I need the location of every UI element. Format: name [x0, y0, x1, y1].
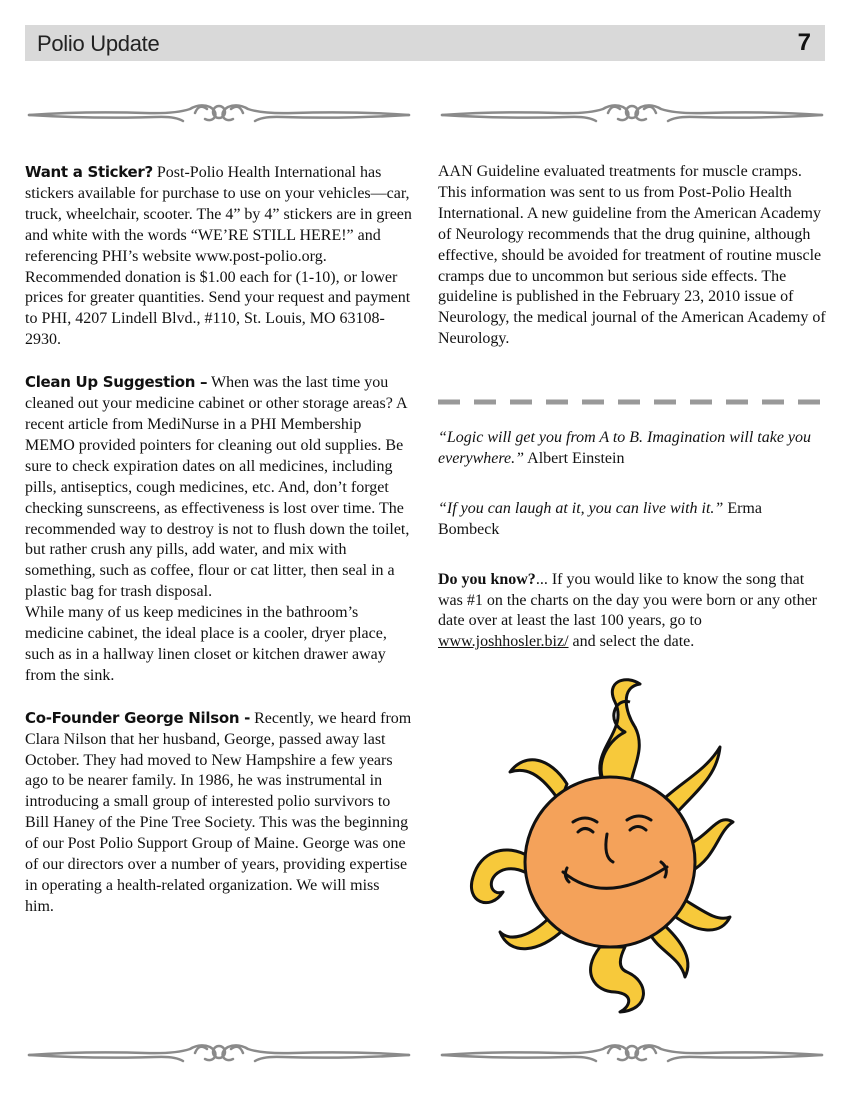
newsletter-title: Polio Update — [37, 31, 160, 56]
sticker-body: Post-Polio Health International has stickers available for purchase to use on your vehicles—car, truck, wheelchair, scooter. The 4” by 4” stickers are in green and white with the words “WE’RE STILL HERE!” and referencing PHI’s website www.post-polio.org. Recommended donation is $1.00 each for (1-10), or lower prices for greater quantities. Send your request and payment to PHI, 4207 Lindell Blvd., #110, St. Louis, MO 63108-2930. — [25, 164, 412, 349]
do-you-know-article — [438, 570, 826, 654]
sticker-kicker: Want a Sticker? — [25, 163, 153, 181]
know-body: ... If you would like to know the song that was #1 on the charts on the day you were born or any other date over at least the last 100 years, go to — [438, 570, 817, 630]
sticker-article — [25, 162, 412, 351]
quote-2-author: Erma Bombeck — [438, 499, 762, 538]
scroll-divider-icon — [25, 95, 413, 135]
cofounder-kicker: Co-Founder George Nilson - — [25, 708, 251, 727]
know-tail: and select the date. — [568, 633, 695, 651]
cleanup-body: When was the last time you cleaned out your medicine cabinet or other storage areas? A recent article from MediNurse in a PHI Membership MEMO provided pointers for cleaning out old supplies. Be sure to check expiration dates on all medicines, including pills, antiseptics, cough medicines, etc. And, don’t forget checking sunscreens, as effectiveness is lost over time. The recommended way to destroy is not to flush down the toilet, but rather crush any pills, add water, and mix with something, such as coffee, flour or cat litter, then seal in a plastic bag for trash disposal. — [25, 374, 410, 601]
quote-2-text: “If you can laugh at it, you can live with it.” — [438, 499, 724, 517]
aan-article: AAN Guideline evaluated treatments for muscle cramps. This information was sent to us from Post-Polio Health International. A new guideline from the American Academy of Neurology recommends that the drug quinine, although effective, should be avoided for treatment of routine muscle cramps due to uncommon but serious side effects. The guideline is published in the February 23, 2010 issue of Neurology, the medical journal of the American Academy of Neurology. — [438, 163, 826, 348]
cofounder-body: Recently, we heard from Clara Nilson that her husband, George, passed away last October. They had moved to New Hampshire a few years ago to be nearer family. In 1986, he was instrumental in introducing a small group of interested polio survivors to Bill Haney of the Pine Tree Society. This was the beginning of our Post Polio Support Group of Maine. George was one of our directors over a number of years, providing expertise in operating a health-related organization. We will miss him. — [25, 709, 412, 915]
right-column — [438, 162, 826, 350]
scroll-divider-icon — [25, 1035, 413, 1075]
cleanup-kicker: Clean Up Suggestion – — [25, 373, 208, 392]
scroll-divider-icon — [438, 1035, 826, 1075]
page-number: 7 — [797, 29, 811, 56]
quotes-block — [438, 428, 826, 653]
cleanup-body-2: While many of us keep medicines in the bathroom’s medicine cabinet, the ideal place is a cooler, dryer place, such as in a hallway linen closet or kitchen drawer away from the sink. — [25, 604, 387, 684]
quote-1-author: Albert Einstein — [524, 449, 625, 467]
quote-1-text: “Logic will get you from A to B. Imagination will take you everywhere.” — [438, 429, 812, 467]
cleanup-article — [25, 372, 412, 603]
cofounder-article — [25, 708, 412, 918]
sun-icon — [455, 672, 735, 1017]
know-kicker: Do you know? — [438, 570, 536, 588]
joshhosler-link[interactable]: www.joshhosler.biz/ — [438, 633, 569, 651]
dashed-divider — [438, 398, 826, 406]
scroll-divider-icon — [438, 95, 826, 135]
einstein-quote — [438, 428, 826, 470]
bombeck-quote — [438, 499, 826, 541]
left-column — [25, 162, 412, 918]
page-header — [25, 25, 825, 61]
